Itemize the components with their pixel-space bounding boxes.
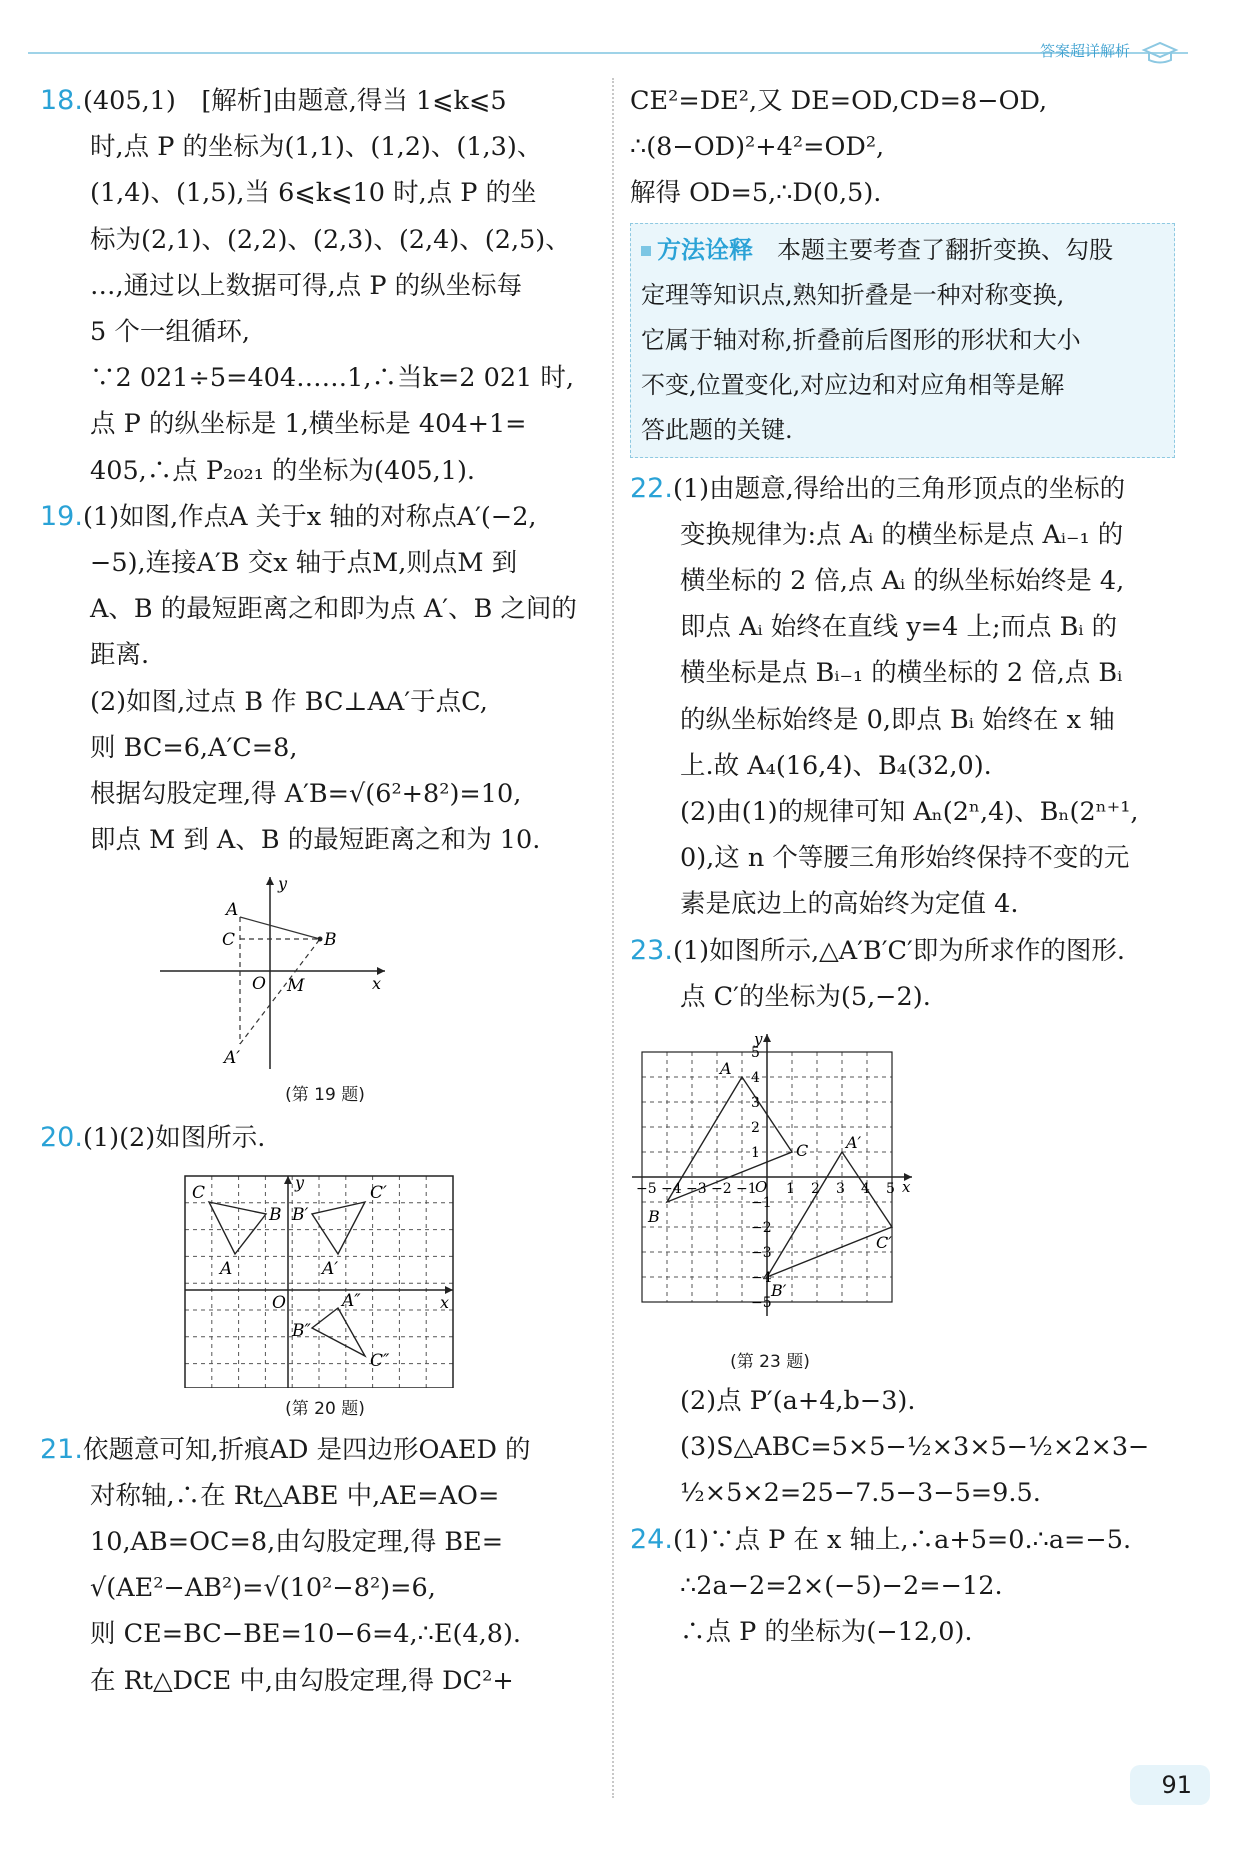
- x-tick-label: 2: [811, 1181, 820, 1198]
- text-line: [630, 697, 1175, 743]
- line-text: (2)点 P′(a+4,b−3).: [680, 1386, 916, 1417]
- question-number: 21.: [40, 1433, 83, 1465]
- question-number: 23.: [630, 934, 673, 966]
- page-number: 91: [1161, 1771, 1192, 1799]
- right-column: [630, 78, 1175, 1655]
- line-text: 10,AB=OC=8,由勾股定理,得 BE=: [90, 1527, 504, 1558]
- figure-20-diagram: [40, 1168, 610, 1388]
- fig19-label-M: M: [287, 976, 305, 997]
- method-note-box: [630, 223, 1175, 458]
- text-line: [40, 1658, 610, 1704]
- line-text: 变换规律为:点 Aᵢ 的横坐标是点 Aᵢ₋₁ 的: [680, 519, 1124, 550]
- line-text: ½×5×2=25−7.5−3−5=9.5.: [680, 1478, 1041, 1509]
- question-number: 19.: [40, 500, 83, 532]
- text-line: [40, 540, 610, 586]
- figure-19-diagram: [40, 869, 610, 1074]
- answers-22-23: [630, 466, 1175, 1020]
- line-text: 横坐标的 2 倍,点 Aᵢ 的纵坐标始终是 4,: [680, 566, 1125, 597]
- text-line: [630, 881, 1175, 927]
- answers-23-24: [630, 1378, 1175, 1655]
- line-text: 在 Rt△DCE 中,由勾股定理,得 DC²+: [90, 1665, 514, 1696]
- method-line-2: 它属于轴对称,折叠前后图形的形状和大小: [641, 325, 1081, 354]
- fig19-label-B: B: [324, 930, 337, 951]
- fig19-label-A: A: [226, 900, 239, 921]
- fig20-label-A: A: [220, 1258, 233, 1279]
- line-text: 点 P 的纵坐标是 1,横坐标是 404+1=: [90, 409, 527, 440]
- text-line: [40, 586, 610, 632]
- text-line: [40, 78, 610, 124]
- line-text: 则 BC=6,A′C=8,: [90, 732, 298, 763]
- line-text: (3)S△ABC=5×5−½×3×5−½×2×3−: [680, 1432, 1150, 1463]
- line-text: ∴(8−OD)²+4²=OD²,: [630, 132, 885, 163]
- x-tick-label: −1: [736, 1181, 757, 1198]
- fig20-label-y: y: [295, 1172, 305, 1192]
- text-line: [40, 1565, 610, 1611]
- text-line: [630, 558, 1175, 604]
- answer-21: [40, 1427, 610, 1704]
- line-text: 横坐标是点 Bᵢ₋₁ 的横坐标的 2 倍,点 Bᵢ: [680, 658, 1123, 689]
- fig20-label-B-double-prime: B″: [292, 1320, 311, 1341]
- line-text: √(AE²−AB²)=√(10²−8²)=6,: [90, 1573, 436, 1604]
- line-text: 依题意可知,折痕AD 是四边形OAED 的: [82, 1434, 531, 1465]
- y-tick-label: −1: [751, 1195, 772, 1212]
- line-text: 解得 OD=5,∴D(0,5).: [630, 178, 882, 209]
- x-tick-label: 4: [861, 1181, 870, 1198]
- fig19-label-A-prime: A′: [224, 1048, 241, 1069]
- fig20-label-x: x: [440, 1292, 450, 1312]
- text-line: [40, 1427, 610, 1473]
- method-text-0: 本题主要考查了翻折变换、勾股: [777, 235, 1113, 264]
- text-line: [40, 494, 610, 540]
- x-tick-label: 1: [786, 1181, 795, 1198]
- question-number: 22.: [630, 472, 673, 504]
- x-tick-label: −3: [686, 1181, 707, 1198]
- text-line: [630, 1378, 1175, 1424]
- text-line: [40, 263, 610, 309]
- text-line: [630, 1424, 1175, 1470]
- line-text: 素是底边上的高始终为定值 4.: [680, 889, 1019, 920]
- text-line: [40, 632, 610, 678]
- method-line-3: 不变,位置变化,对应边和对应角相等是解: [641, 370, 1065, 399]
- line-text: 标为(2,1)、(2,2)、(2,3)、(2,4)、(2,5)、: [90, 224, 571, 255]
- fig20-label-A-double-prime: A″: [342, 1290, 361, 1311]
- method-line-0: [641, 228, 1164, 273]
- text-line: [40, 124, 610, 170]
- figure-20: [40, 1168, 610, 1388]
- column-divider: [612, 78, 614, 1798]
- line-text: (1)∵点 P 在 x 轴上,∴a+5=0.∴a=−5.: [672, 1524, 1132, 1555]
- text-line: [40, 1473, 610, 1519]
- fig20-label-B-prime: B′: [292, 1204, 309, 1225]
- text-line: [630, 466, 1175, 512]
- answer-21-continued: [630, 78, 1175, 217]
- fig23-label-A-prime: A′: [846, 1133, 862, 1153]
- line-text: 点 C′的坐标为(5,−2).: [680, 981, 931, 1012]
- figure-19: [40, 869, 610, 1074]
- line-text: 即点 Aᵢ 始终在直线 y=4 上;而点 Bᵢ 的: [680, 612, 1118, 643]
- fig23-label-B: B: [648, 1207, 660, 1227]
- line-text: 时,点 P 的坐标为(1,1)、(1,2)、(1,3)、: [90, 132, 543, 163]
- x-tick-label: 5: [886, 1181, 895, 1198]
- text-line: [40, 355, 610, 401]
- text-line: [40, 1611, 610, 1657]
- method-title: 方法诠释: [657, 235, 753, 264]
- y-tick-label: −4: [751, 1270, 772, 1287]
- fig23-label-C-prime: C′: [876, 1233, 892, 1253]
- answer-20-text: (1)(2)如图所示.: [82, 1123, 266, 1154]
- text-line: [40, 817, 610, 863]
- fig19-label-C: C: [222, 930, 236, 951]
- figure-20-caption: (第 20 题): [285, 1398, 365, 1419]
- fig23-label-y: y: [754, 1030, 763, 1049]
- text-line: [40, 217, 610, 263]
- line-text: A、B 的最短距离之和即为点 A′、B 之间的: [90, 594, 577, 625]
- y-tick-label: −3: [751, 1245, 772, 1262]
- x-tick-label: 3: [836, 1181, 845, 1198]
- square-icon: [641, 246, 651, 256]
- line-text: 上.故 A₄(16,4)、B₄(32,0).: [680, 750, 992, 781]
- text-line: [630, 124, 1175, 170]
- line-text: 0),这 n 个等腰三角形始终保持不变的元: [680, 843, 1130, 874]
- line-text: (1)如图,作点A 关于x 轴的对称点A′(−2,: [82, 501, 537, 532]
- fig19-label-O: O: [252, 974, 266, 995]
- question-number: 24.: [630, 1523, 673, 1555]
- text-line: [40, 1519, 610, 1565]
- text-line: [630, 1517, 1175, 1563]
- answer-20: [40, 1115, 610, 1161]
- x-tick-label: −5: [636, 1181, 657, 1198]
- fig20-label-C-prime: C′: [370, 1182, 387, 1203]
- y-tick-label: 3: [751, 1095, 760, 1112]
- line-text: 对称轴,∴在 Rt△ABE 中,AE=AO=: [90, 1480, 500, 1511]
- text-line: [40, 309, 610, 355]
- text-line: [630, 512, 1175, 558]
- line-text: −5),连接A′B 交x 轴于点M,则点M 到: [90, 548, 518, 579]
- fig19-label-y: y: [278, 874, 288, 894]
- line-text: (1)如图所示,△A′B′C′即为所求作的图形.: [672, 935, 1125, 966]
- text-line: [630, 928, 1175, 974]
- text-line: [40, 725, 610, 771]
- line-text: 则 CE=BC−BE=10−6=4,∴E(4,8).: [90, 1619, 522, 1650]
- fig19-label-x: x: [372, 974, 382, 994]
- text-line: [630, 835, 1175, 881]
- book-icon: [1140, 38, 1180, 66]
- line-text: (2)如图,过点 B 作 BC⊥AA′于点C,: [90, 686, 488, 717]
- header-label: 答案超详解析: [1039, 42, 1130, 60]
- question-number-20: 20.: [40, 1122, 83, 1154]
- text-line: [630, 1563, 1175, 1609]
- x-tick-label: −2: [711, 1181, 732, 1198]
- figure-23: [630, 1026, 1175, 1341]
- text-line: [40, 679, 610, 725]
- line-text: ∵2 021÷5=404……1,∴当k=2 021 时,: [90, 363, 574, 394]
- figure-19-caption: (第 19 题): [285, 1085, 365, 1106]
- left-column: [40, 78, 610, 1704]
- line-text: 5 个一组循环,: [90, 317, 250, 348]
- line-text: 根据勾股定理,得 A′B=√(6²+8²)=10,: [90, 779, 522, 810]
- header-rule: [28, 52, 1188, 54]
- line-text: (1,4)、(1,5),当 6⩽k⩽10 时,点 P 的坐: [90, 178, 537, 209]
- text-line: [630, 789, 1175, 835]
- fig20-label-O: O: [272, 1292, 286, 1313]
- x-tick-label: −4: [661, 1181, 682, 1198]
- line-text: 即点 M 到 A、B 的最短距离之和为 10.: [90, 825, 541, 856]
- line-text: ∴2a−2=2×(−5)−2=−12.: [680, 1570, 1003, 1601]
- question-number: 18.: [40, 85, 83, 116]
- line-text: 405,∴点 P₂₀₂₁ 的坐标为(405,1).: [90, 455, 476, 486]
- text-line: [630, 78, 1175, 124]
- fig20-label-C-double-prime: C″: [370, 1350, 390, 1371]
- fig23-label-x: x: [902, 1178, 911, 1197]
- fig20-label-C: C: [192, 1182, 206, 1203]
- text-line: [630, 1470, 1175, 1516]
- y-tick-label: −5: [751, 1295, 772, 1312]
- fig23-label-A: A: [720, 1059, 732, 1079]
- text-line: [630, 170, 1175, 216]
- line-text: (1)由题意,得给出的三角形顶点的坐标的: [672, 473, 1126, 504]
- fig23-label-O: O: [755, 1178, 768, 1197]
- method-line-4: 答此题的关键.: [641, 415, 793, 444]
- y-tick-label: 5: [751, 1045, 760, 1062]
- fig23-label-B-prime: B′: [771, 1281, 787, 1301]
- fig20-label-B: B: [269, 1204, 282, 1225]
- figure-23-diagram: [630, 1026, 1175, 1341]
- text-line: [40, 448, 610, 494]
- y-tick-label: −2: [751, 1220, 772, 1237]
- text-line: [630, 743, 1175, 789]
- line-text: 的纵坐标始终是 0,即点 Bᵢ 始终在 x 轴: [680, 704, 1115, 735]
- y-tick-label: 1: [751, 1145, 760, 1162]
- text-line: [40, 170, 610, 216]
- fig20-label-A-prime: A′: [322, 1258, 339, 1279]
- text-line: [40, 401, 610, 447]
- line-text: (2)由(1)的规律可知 Aₙ(2ⁿ,4)、Bₙ(2ⁿ⁺¹,: [680, 797, 1139, 828]
- fig23-label-C: C: [796, 1141, 809, 1161]
- text-line: [630, 1609, 1175, 1655]
- figure-23-caption: (第 23 题): [730, 1352, 810, 1373]
- line-text: CE²=DE²,又 DE=OD,CD=8−OD,: [630, 86, 1048, 116]
- text-line: [40, 771, 610, 817]
- text-line: [630, 650, 1175, 696]
- line-text: 距离.: [90, 640, 150, 671]
- line-text: (405,1) [解析]由题意,得当 1⩽k⩽5: [82, 86, 507, 116]
- text-line: [630, 974, 1175, 1020]
- line-text: …,通过以上数据可得,点 P 的纵坐标每: [90, 270, 523, 301]
- y-tick-label: 2: [751, 1120, 760, 1137]
- line-text: ∴点 P 的坐标为(−12,0).: [680, 1617, 973, 1648]
- answers-18-19: [40, 78, 610, 863]
- method-line-1: 定理等知识点,熟知折叠是一种对称变换,: [641, 280, 1065, 309]
- text-line: [630, 604, 1175, 650]
- y-tick-label: 4: [751, 1070, 760, 1087]
